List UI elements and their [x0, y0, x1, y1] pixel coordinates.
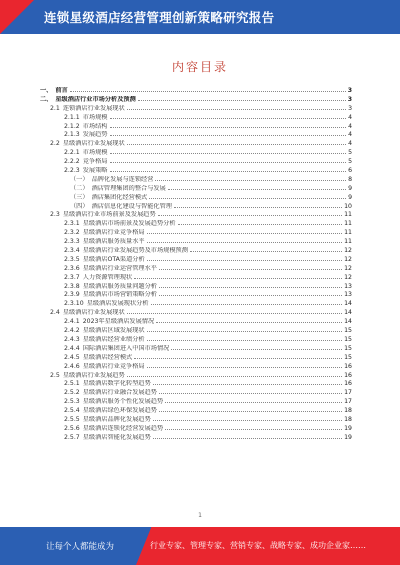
toc-entry-title: 星级酒店智能化发展趋势 [82, 433, 151, 441]
toc-entry[interactable] [40, 291, 352, 300]
toc-entry[interactable] [40, 176, 352, 185]
toc-entry[interactable] [40, 194, 352, 203]
toc-entry-number: 2.1.2 [64, 122, 80, 130]
toc-leader-dots [127, 144, 346, 145]
toc-entry-page: 5 [348, 149, 352, 157]
toc-entry-title: 星级酒店行业运营管理水平 [82, 264, 157, 272]
toc-leader-dots [127, 376, 342, 377]
toc-entry[interactable] [40, 87, 352, 96]
toc-entry-number: 2.5.2 [64, 389, 80, 397]
toc-entry-title: 星级酒店服务质量问题分析 [82, 282, 157, 290]
toc-entry[interactable] [40, 265, 352, 274]
toc-leader-dots [147, 331, 343, 332]
toc-leader-dots [153, 384, 342, 385]
toc-entry-number: 2.3.2 [64, 229, 80, 237]
toc-leader-dots [110, 135, 347, 136]
toc-entry[interactable] [40, 407, 352, 416]
toc-entry-title: 酒店信息化建设与智能化管理 [91, 202, 172, 210]
toc-entry[interactable] [40, 372, 352, 381]
toc-entry[interactable] [40, 114, 352, 123]
toc-leader-dots [147, 367, 343, 368]
toc-entry-title: 星级酒店经营模式 [82, 353, 133, 361]
toc-entry-page: 16 [344, 362, 352, 370]
toc-entry-number: 一、 [40, 87, 53, 94]
toc-leader-dots [159, 411, 342, 412]
toc-leader-dots [110, 153, 347, 154]
toc-entry-title: 发展趋势 [82, 131, 108, 139]
toc-entry-page: 4 [348, 140, 352, 148]
toc-leader-dots [138, 100, 346, 101]
header-banner [0, 0, 400, 34]
toc-leader-dots [156, 322, 342, 323]
footer-tagline: 行业专家、管理专家、营销专家、战略专家、成功企业家…… [150, 541, 366, 550]
toc-leader-dots [159, 269, 342, 270]
toc-entry[interactable] [40, 229, 352, 238]
toc-heading: 内容目录 [171, 60, 228, 74]
toc-leader-dots [165, 429, 342, 430]
toc-entry-page: 17 [344, 398, 352, 406]
toc-entry-number: 2.4 [50, 309, 60, 317]
toc-entry-number: 2.5.3 [64, 398, 80, 406]
toc-entry[interactable] [40, 105, 352, 114]
toc-entry-number: 2.5.6 [64, 424, 80, 432]
toc-entry-number: 2.5.5 [64, 415, 80, 423]
toc-leader-dots [168, 189, 346, 190]
toc-entry-page: 3 [347, 95, 352, 103]
toc-entry-title: 市场规模 [82, 113, 108, 121]
toc-entry-title: 星级酒店行业发展现状 [62, 309, 125, 317]
toc-entry[interactable] [40, 185, 352, 194]
toc-entry-number: 2.5 [50, 371, 60, 379]
toc-entry-number: 2.3.5 [64, 255, 80, 263]
toc-entry-page: 3 [348, 104, 352, 112]
toc-entry[interactable] [40, 256, 352, 265]
toc-entry-number: 2.4.5 [64, 353, 80, 361]
toc-entry[interactable] [40, 345, 352, 354]
toc-entry-page: 12 [344, 264, 352, 272]
toc-leader-dots [165, 402, 342, 403]
toc-entry[interactable] [40, 203, 352, 212]
toc-entry[interactable] [40, 220, 352, 229]
toc-entry-title: 星级酒店行业市场前景及发展趋势 [62, 211, 156, 219]
toc-entry[interactable] [40, 149, 352, 158]
toc-entry-number: 二、 [40, 95, 53, 103]
toc-entry[interactable] [40, 416, 352, 425]
toc-entry-title: 星级酒店经营业绩分析 [82, 335, 145, 343]
toc-leader-dots [110, 171, 347, 172]
toc-entry-page: 14 [344, 318, 352, 326]
toc-entry-page: 16 [344, 371, 352, 379]
toc-entry-number: 2.3.4 [64, 247, 80, 255]
toc-entry-page: 11 [344, 220, 352, 228]
toc-entry-title: 星级酒店数字化转型趋势 [82, 380, 151, 388]
toc-entry-title: 星级酒店行业竞争格局 [82, 229, 145, 237]
toc-entry-title: 品牌化发展与连锁经营 [91, 175, 154, 183]
toc-entry-page: 4 [348, 113, 352, 121]
toc-entry-title: 竞争格局 [82, 158, 108, 166]
toc-leader-dots [174, 207, 342, 208]
footer-banner [0, 527, 400, 565]
toc-entry-number: （三） [70, 193, 89, 201]
toc-entry-page: 19 [344, 433, 352, 441]
toc-entry-title: 星级酒店发展现状分析 [86, 300, 149, 308]
toc-entry-page: 9 [348, 184, 352, 192]
toc-leader-dots [178, 224, 343, 225]
toc-leader-dots [70, 91, 346, 92]
toc-entry-title: 星级酒店品牌化发展趋势 [82, 415, 151, 423]
toc-entry[interactable] [40, 363, 352, 372]
toc-entry-title: 星级酒店服务个性化发展趋势 [82, 398, 164, 406]
toc-entry[interactable] [40, 238, 352, 247]
toc-leader-dots [110, 127, 347, 128]
toc-entry-title: 酒店集团化经营模式 [91, 193, 148, 201]
toc-entry[interactable] [40, 283, 352, 292]
toc-leader-dots [149, 198, 346, 199]
toc-entry-number: （四） [70, 202, 89, 210]
toc-leader-dots [171, 349, 342, 350]
toc-entry-page: 10 [344, 202, 352, 210]
toc-entry-number: （二） [70, 184, 89, 192]
toc-entry-title: 星级酒店行业发展趋势 [62, 371, 125, 379]
footer-slogan: 让每个人都能成为 [46, 542, 115, 552]
toc-entry-number: 2.1.3 [64, 131, 80, 139]
toc-entry-page: 14 [344, 309, 352, 317]
toc-entry-number: 2.3.1 [64, 220, 80, 228]
toc-leader-dots [155, 180, 346, 181]
toc-entry-title: 人力资源管理现状 [82, 273, 133, 281]
toc-entry[interactable] [40, 300, 352, 309]
toc-entry-page: 13 [344, 282, 352, 290]
toc-entry-title: 发展策略 [82, 167, 108, 175]
toc-leader-dots [151, 304, 343, 305]
toc-entry-title: 星级酒店行业融合发展趋势 [82, 389, 157, 397]
toc-leader-dots [159, 287, 342, 288]
toc-entry[interactable] [40, 309, 352, 318]
toc-entry[interactable] [40, 425, 352, 434]
header-corner-accent [0, 0, 34, 34]
toc-entry[interactable] [40, 158, 352, 167]
toc-entry-number: 2.3.6 [64, 264, 80, 272]
toc-entry-page: 5 [348, 158, 352, 166]
toc-entry[interactable] [40, 389, 352, 398]
toc-entry[interactable] [40, 247, 352, 256]
toc-entry-title: 市场结构 [82, 122, 108, 130]
toc-leader-dots [147, 233, 343, 234]
page-number: 1 [198, 512, 202, 519]
toc-entry-page: 8 [348, 175, 352, 183]
toc-entry-page: 12 [344, 255, 352, 263]
toc-entry-page: 12 [344, 247, 352, 255]
toc-leader-dots [153, 420, 342, 421]
toc-entry-page: 13 [344, 291, 352, 299]
toc-entry-number: 2.3.9 [64, 291, 80, 299]
toc-leader-dots [147, 260, 342, 261]
toc-entry-number: 2.2.2 [64, 158, 80, 166]
toc-entry-number: 2.4.2 [64, 327, 80, 335]
toc-entry-page: 15 [344, 335, 352, 343]
toc-entry-number: 2.3.8 [64, 282, 80, 290]
document-title: 连锁星级酒店经营管理创新策略研究报告 [44, 10, 275, 25]
toc-leader-dots [190, 251, 342, 252]
toc-entry-title: 星级酒店行业发展趋势及市场规模预测 [82, 247, 188, 255]
toc-entry-number: 2.4.6 [64, 362, 80, 370]
toc-entry-page: 11 [344, 238, 352, 246]
toc-entry-number: 2.2.3 [64, 167, 80, 175]
toc-entry-number: 2.5.7 [64, 433, 80, 441]
toc-leader-dots [147, 340, 343, 341]
toc-entry-page: 19 [344, 424, 352, 432]
toc-leader-dots [134, 278, 342, 279]
toc-entry[interactable] [40, 167, 352, 176]
toc-entry-number: 2.1.1 [64, 113, 80, 121]
toc-entry-number: （一） [70, 175, 89, 183]
toc-entry-number: 2.4.4 [64, 344, 80, 352]
toc-entry-page: 4 [348, 122, 352, 130]
toc-entry-page: 11 [344, 229, 352, 237]
toc-entry-number: 2.5.1 [64, 380, 80, 388]
toc-entry-page: 15 [344, 327, 352, 335]
toc-entry[interactable] [40, 131, 352, 140]
toc-entry-page: 12 [344, 273, 352, 281]
toc-entry[interactable] [40, 96, 352, 105]
toc-entry-title: 星级酒店连锁化经营发展趋势 [82, 424, 164, 432]
toc-entry-number: 2.3 [50, 211, 60, 219]
toc-entry-title: 连锁酒店行业发展现状 [62, 104, 125, 112]
toc-entry-page: 15 [344, 344, 352, 352]
toc-leader-dots [134, 358, 342, 359]
toc-entry-page: 11 [344, 211, 352, 219]
toc-entry[interactable] [40, 123, 352, 132]
toc-entry[interactable] [40, 327, 352, 336]
toc-entry-page: 16 [344, 380, 352, 388]
toc-entry-title: 星级酒店OTA渠道分析 [82, 255, 145, 263]
toc-entry-page: 15 [344, 353, 352, 361]
toc-entry-number: 2.3.3 [64, 238, 80, 246]
toc-entry-page: 3 [347, 87, 352, 94]
toc-entry-page: 6 [348, 167, 352, 175]
toc-entry-title: 星级酒店行业竞争格局 [82, 362, 145, 370]
toc-entry[interactable] [40, 354, 352, 363]
toc-leader-dots [147, 242, 343, 243]
table-of-contents [40, 87, 352, 443]
toc-leader-dots [110, 162, 347, 163]
toc-entry-page: 14 [344, 300, 352, 308]
toc-leader-dots [127, 313, 342, 314]
toc-leader-dots [159, 295, 342, 296]
toc-leader-dots [127, 109, 346, 110]
toc-entry[interactable] [40, 434, 352, 443]
toc-entry-title: 酒店管理集团的整合与发展 [91, 184, 166, 192]
toc-entry-title: 星级酒店绿色环保发展趋势 [82, 407, 157, 415]
toc-entry-title: 星级酒店区域发展现状 [82, 327, 145, 335]
toc-entry-title: 星级酒店市场营销策略分析 [82, 291, 157, 299]
toc-entry[interactable] [40, 140, 352, 149]
toc-entry-page: 18 [344, 407, 352, 415]
toc-leader-dots [153, 438, 342, 439]
toc-entry-title: 星级酒店行业发展现状 [62, 140, 125, 148]
toc-entry-number: 2.3.10 [64, 300, 84, 308]
toc-entry-title: 2023年星级酒店发展情况 [82, 318, 155, 326]
toc-entry-page: 4 [348, 131, 352, 139]
toc-entry[interactable] [40, 274, 352, 283]
toc-entry-number: 2.4.1 [64, 318, 80, 326]
toc-leader-dots [158, 215, 342, 216]
toc-entry-number: 2.2.1 [64, 149, 80, 157]
toc-entry-page: 9 [348, 193, 352, 201]
toc-entry[interactable] [40, 398, 352, 407]
toc-entry-page: 18 [344, 415, 352, 423]
toc-entry-number: 2.3.7 [64, 273, 80, 281]
toc-entry-title: 星级酒店服务质量水平 [82, 238, 145, 246]
toc-entry-number: 2.4.3 [64, 335, 80, 343]
toc-leader-dots [110, 118, 347, 119]
toc-entry-number: 2.1 [50, 104, 60, 112]
toc-entry-page: 17 [344, 389, 352, 397]
toc-entry-title: 星级酒店行业市场分析及预测 [55, 95, 136, 103]
toc-entry-title: 市场规模 [82, 149, 108, 157]
toc-entry[interactable] [40, 380, 352, 389]
toc-entry-number: 2.2 [50, 140, 60, 148]
toc-entry[interactable] [40, 336, 352, 345]
toc-leader-dots [159, 393, 342, 394]
toc-entry-title: 星级酒店市场前景及发展趋势分析 [82, 220, 176, 228]
toc-entry-number: 2.5.4 [64, 407, 80, 415]
toc-entry[interactable] [40, 318, 352, 327]
toc-entry[interactable] [40, 211, 352, 220]
toc-entry-title: 国际酒店集团进入中国市场情况 [82, 344, 170, 352]
toc-entry-title: 前言 [55, 87, 68, 94]
